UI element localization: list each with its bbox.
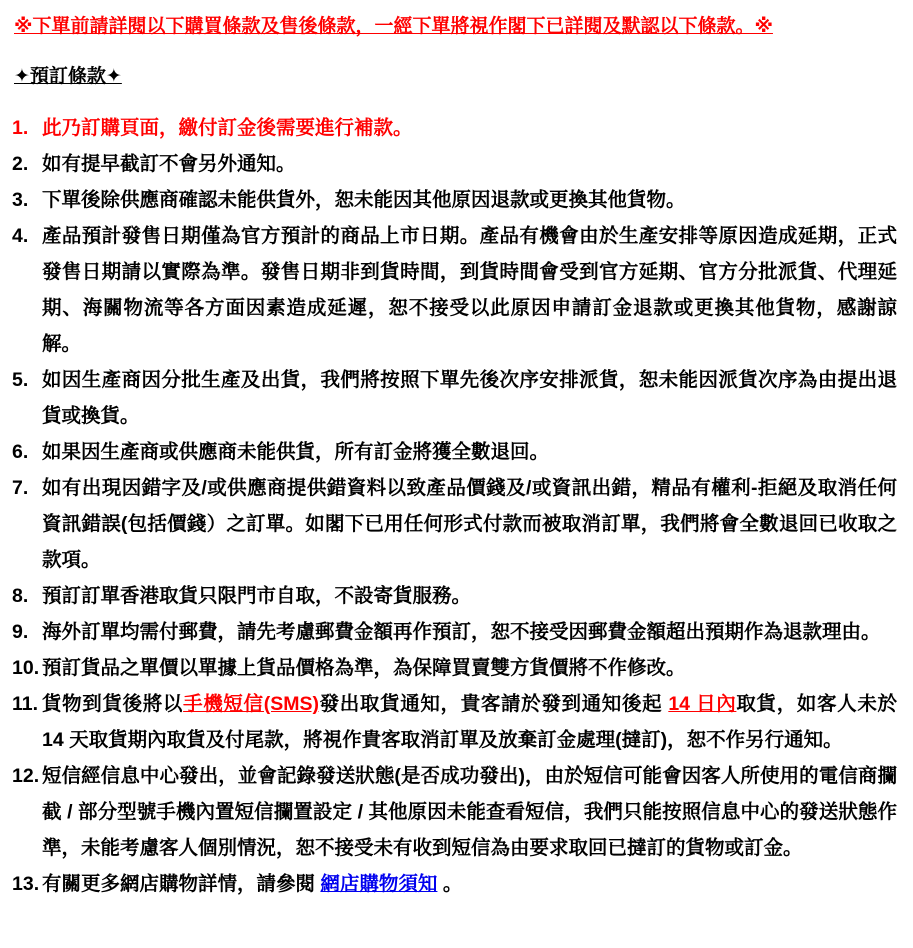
term-text [42, 614, 901, 650]
term-text [42, 578, 901, 614]
term-item-10 [12, 650, 901, 686]
term-text [42, 218, 901, 362]
purchase-notice-title: ※下單前請詳閱以下購買條款及售後條款，一經下單將視作閣下已詳閱及默認以下條款。※ [14, 16, 773, 37]
term-text [42, 470, 901, 578]
term-text-segment: 預訂訂單香港取貨只限門市自取，不設寄貨服務。 [42, 585, 472, 607]
term-text [42, 866, 901, 902]
term-item-2 [12, 146, 901, 182]
term-text-segment: 此乃訂購頁面，繳付訂金後需要進行補款。 [42, 117, 413, 139]
term-number: 11. [12, 693, 39, 715]
term-text-segment: 取貨，如客人未於 14 天取貨期內取貨及付尾款，將視作貴客取消訂單及放棄訂金處理(撻訂)，恕不作另行通知。 [42, 693, 897, 751]
highlighted-emphasis-text: 14 日內 [668, 693, 737, 715]
term-number: 10. [12, 657, 40, 679]
term-number: 9. [12, 621, 29, 643]
term-text-segment: 預訂貨品之單價以單據上貨品價格為準，為保障買賣雙方貨價將不作修改。 [42, 657, 686, 679]
term-item-7 [12, 470, 901, 578]
term-item-4 [12, 218, 901, 362]
term-item-1 [12, 110, 901, 146]
term-text [42, 434, 901, 470]
term-number: 4. [12, 225, 29, 247]
term-number: 12. [12, 765, 40, 787]
term-number: 13. [12, 873, 40, 895]
store-shopping-notice-link[interactable]: 網店購物須知 [320, 873, 438, 895]
term-number: 1. [12, 117, 29, 139]
term-number: 8. [12, 585, 29, 607]
term-text-segment: 如有提早截訂不會另外通知。 [42, 153, 296, 175]
term-text-segment: 如果因生產商或供應商未能供貨，所有訂金將獲全數退回。 [42, 441, 550, 463]
term-item-6 [12, 434, 901, 470]
term-number: 7. [12, 477, 29, 499]
term-item-9 [12, 614, 901, 650]
term-number: 2. [12, 153, 29, 175]
term-text [42, 110, 901, 146]
term-text-segment: 發出取貨通知，貴客請於發到通知後起 [318, 693, 669, 715]
term-text [42, 686, 901, 758]
term-text-segment: 產品預計發售日期僅為官方預計的商品上市日期。產品有機會由於生產安排等原因造成延期，正式發售日期請以實際為準。發售日期非到貨時間，到貨時間會受到官方延期、官方分批派貨、代理延期、海關物流等各方面因素造成延遲，恕不接受以此原因申請訂金退款或更換其他貨物，感謝諒解。 [42, 225, 897, 355]
preorder-terms-page [12, 14, 901, 902]
term-item-12 [12, 758, 901, 866]
term-text-segment: 有關更多網店購物詳情，請參閱 [42, 873, 321, 895]
term-text-segment: 如有出現因錯字及/或供應商提供錯資料以致產品價錢及/或資訊出錯，精品有權利-拒絕及取消任何資訊錯誤(包括價錢）之訂單。如閣下已用任何形式付款而被取消訂單，我們將會全數退回已收取之款項。 [42, 477, 897, 571]
term-text-segment: 。 [437, 873, 463, 895]
term-item-11 [12, 686, 901, 758]
term-text [42, 146, 901, 182]
preorder-terms-heading: ✦預訂條款✦ [14, 66, 122, 87]
term-text-segment: 貨物到貨後將以 [42, 693, 184, 715]
term-number: 6. [12, 441, 29, 463]
term-text [42, 758, 901, 866]
term-item-8 [12, 578, 901, 614]
term-text [42, 362, 901, 434]
terms-list [12, 110, 901, 902]
term-text-segment: 短信經信息中心發出，並會記錄發送狀態(是否成功發出)，由於短信可能會因客人所使用的電信商攔截 / 部分型號手機內置短信攔置設定 / 其他原因未能查看短信，我們只能按照信息中心的發送狀態作準，未能考慮客人個別情況，恕不接受未有收到短信為由要求取回已撻訂的貨物或訂金。 [42, 765, 897, 859]
term-item-3 [12, 182, 901, 218]
term-text-segment: 如因生產商因分批生產及出貨，我們將按照下單先後次序安排派貨，恕未能因派貨次序為由提出退貨或換貨。 [42, 369, 897, 427]
term-item-13 [12, 866, 901, 902]
term-item-5 [12, 362, 901, 434]
term-text-segment: 海外訂單均需付郵費，請先考慮郵費金額再作預訂，恕不接受因郵費金額超出預期作為退款理由。 [42, 621, 881, 643]
term-number: 3. [12, 189, 29, 211]
term-number: 5. [12, 369, 29, 391]
term-text [42, 650, 901, 686]
term-text [42, 182, 901, 218]
term-text-segment: 下單後除供應商確認未能供貨外，恕未能因其他原因退款或更換其他貨物。 [42, 189, 686, 211]
highlighted-emphasis-text: 手機短信(SMS) [183, 693, 319, 715]
